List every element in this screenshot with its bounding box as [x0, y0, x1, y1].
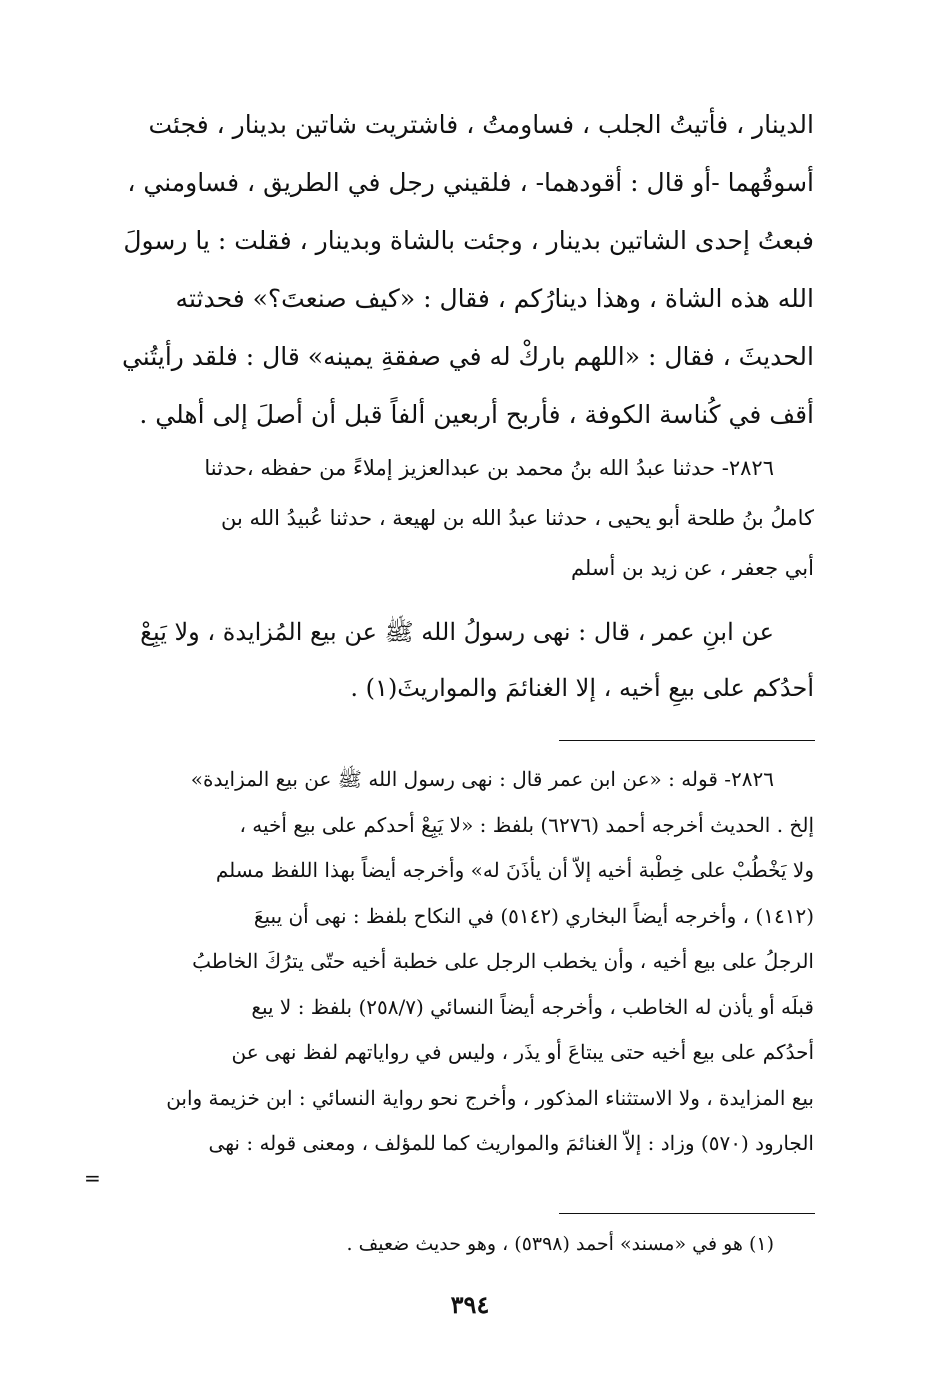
commentary-line: قبلَه أو يأذن له الخاطب ، وأخرجه أيضاً النسائي (٢٥٨/٧) بلفظ : لا يبع — [251, 994, 814, 1019]
page-number: ٣٩٤ — [450, 1290, 490, 1319]
text-line: أقف في كُناسة الكوفة ، فأربح أربعين ألفاً قبل أن أصلَ إلى أهلي . — [139, 400, 814, 429]
isnad-line: ٢٨٢٦- حدثنا عبدُ الله بنُ محمد بن عبدالعزيز إملاءً من حفظه ،حدثنا — [204, 456, 774, 480]
commentary-block — [108, 757, 814, 1167]
text-line: الله هذه الشاة ، وهذا دينارُكم ، فقال : «كيف صنعتَ؟» فحدثته — [175, 284, 814, 313]
text-line: فبعتُ إحدى الشاتين بدينار ، وجئت بالشاة وبدينار ، فقلت : يا رسولَ — [123, 226, 814, 255]
commentary-line: بيع المزايدة ، ولا الاستثناء المذكور ، وأخرج نحو رواية النسائي : ابن خزيمة وابن — [166, 1085, 814, 1110]
commentary-line: إلخ . الحديث أخرجه أحمد (٦٢٧٦) بلفظ : «لا يَبِعْ أحدكم على بيع أخيه ، — [239, 812, 814, 837]
commentary-line: (١٤١٢) ، وأخرجه أيضاً البخاري (٥١٤٢) في النكاح بلفظ : نهى أن يبيعَ — [253, 903, 814, 928]
hadith-matn — [108, 604, 814, 716]
matn-line: عن ابنِ عمر ، قال : نهى رسولُ الله ﷺ عن بيع المُزايدة ، ولا يَبِعْ — [140, 618, 774, 646]
commentary-line: ٢٨٢٦- قوله : «عن ابن عمر قال : نهى رسول الله ﷺ عن بيع المزايدة» — [190, 767, 774, 791]
text-line: الحديثَ ، فقال : «اللهم باركْ له في صفقةِ يمينه» قال : فلقد رأيتُني — [121, 342, 814, 371]
main-text-block — [108, 96, 814, 444]
commentary-line: أحدُكم على بيع أخيه حتى يبتاعَ أو يذَر ، وليس في رواياتهم لفظ نهى عن — [231, 1040, 814, 1064]
matn-line: أحدُكم على بيعِ أخيه ، إلا الغنائمَ والمواريثَ(١) . — [350, 674, 814, 702]
footnote-divider — [559, 1213, 815, 1214]
footnote-line: (١) هو في «مسند» أحمد (٥٣٩٨) ، وهو حديث ضعيف . — [346, 1233, 774, 1255]
commentary-line: ولا يَخْطُبْ على خِطْبة أخيه إلاّ أن يأذَنَ له» وأخرجه أيضاً بهذا اللفظ مسلم — [215, 858, 814, 882]
footnote-block — [108, 1224, 814, 1264]
text-line: الدينار ، فأتيتُ الجلب ، فساومتُ ، فاشتريت شاتين بدينار ، فجئت — [148, 110, 814, 139]
isnad-line: كاملُ بنُ طلحة أبو يحيى ، حدثنا عبدُ الله بن لهيعة ، حدثنا عُبيدُ الله بن — [221, 506, 814, 530]
commentary-line: الجارود (٥٧٠) وزاد : إلاّ الغنائمَ والمواريث كما للمؤلف ، ومعنى قوله : نهى — [208, 1131, 814, 1155]
continuation-mark: = — [84, 1166, 101, 1190]
isnad-line: أبي جعفر ، عن زيد بن أسلم — [570, 556, 814, 580]
hadith-isnad — [108, 443, 814, 593]
text-line: أسوقُهما -أو قال : أقودهما- ، فلقيني رجل في الطريق ، فساومني ، — [127, 168, 814, 197]
commentary-line: الرجلُ على بيع أخيه ، وأن يخطب الرجل على خطبة أخيه حتّى يترُكَ الخاطبُ — [192, 949, 814, 973]
commentary-divider — [559, 740, 815, 741]
